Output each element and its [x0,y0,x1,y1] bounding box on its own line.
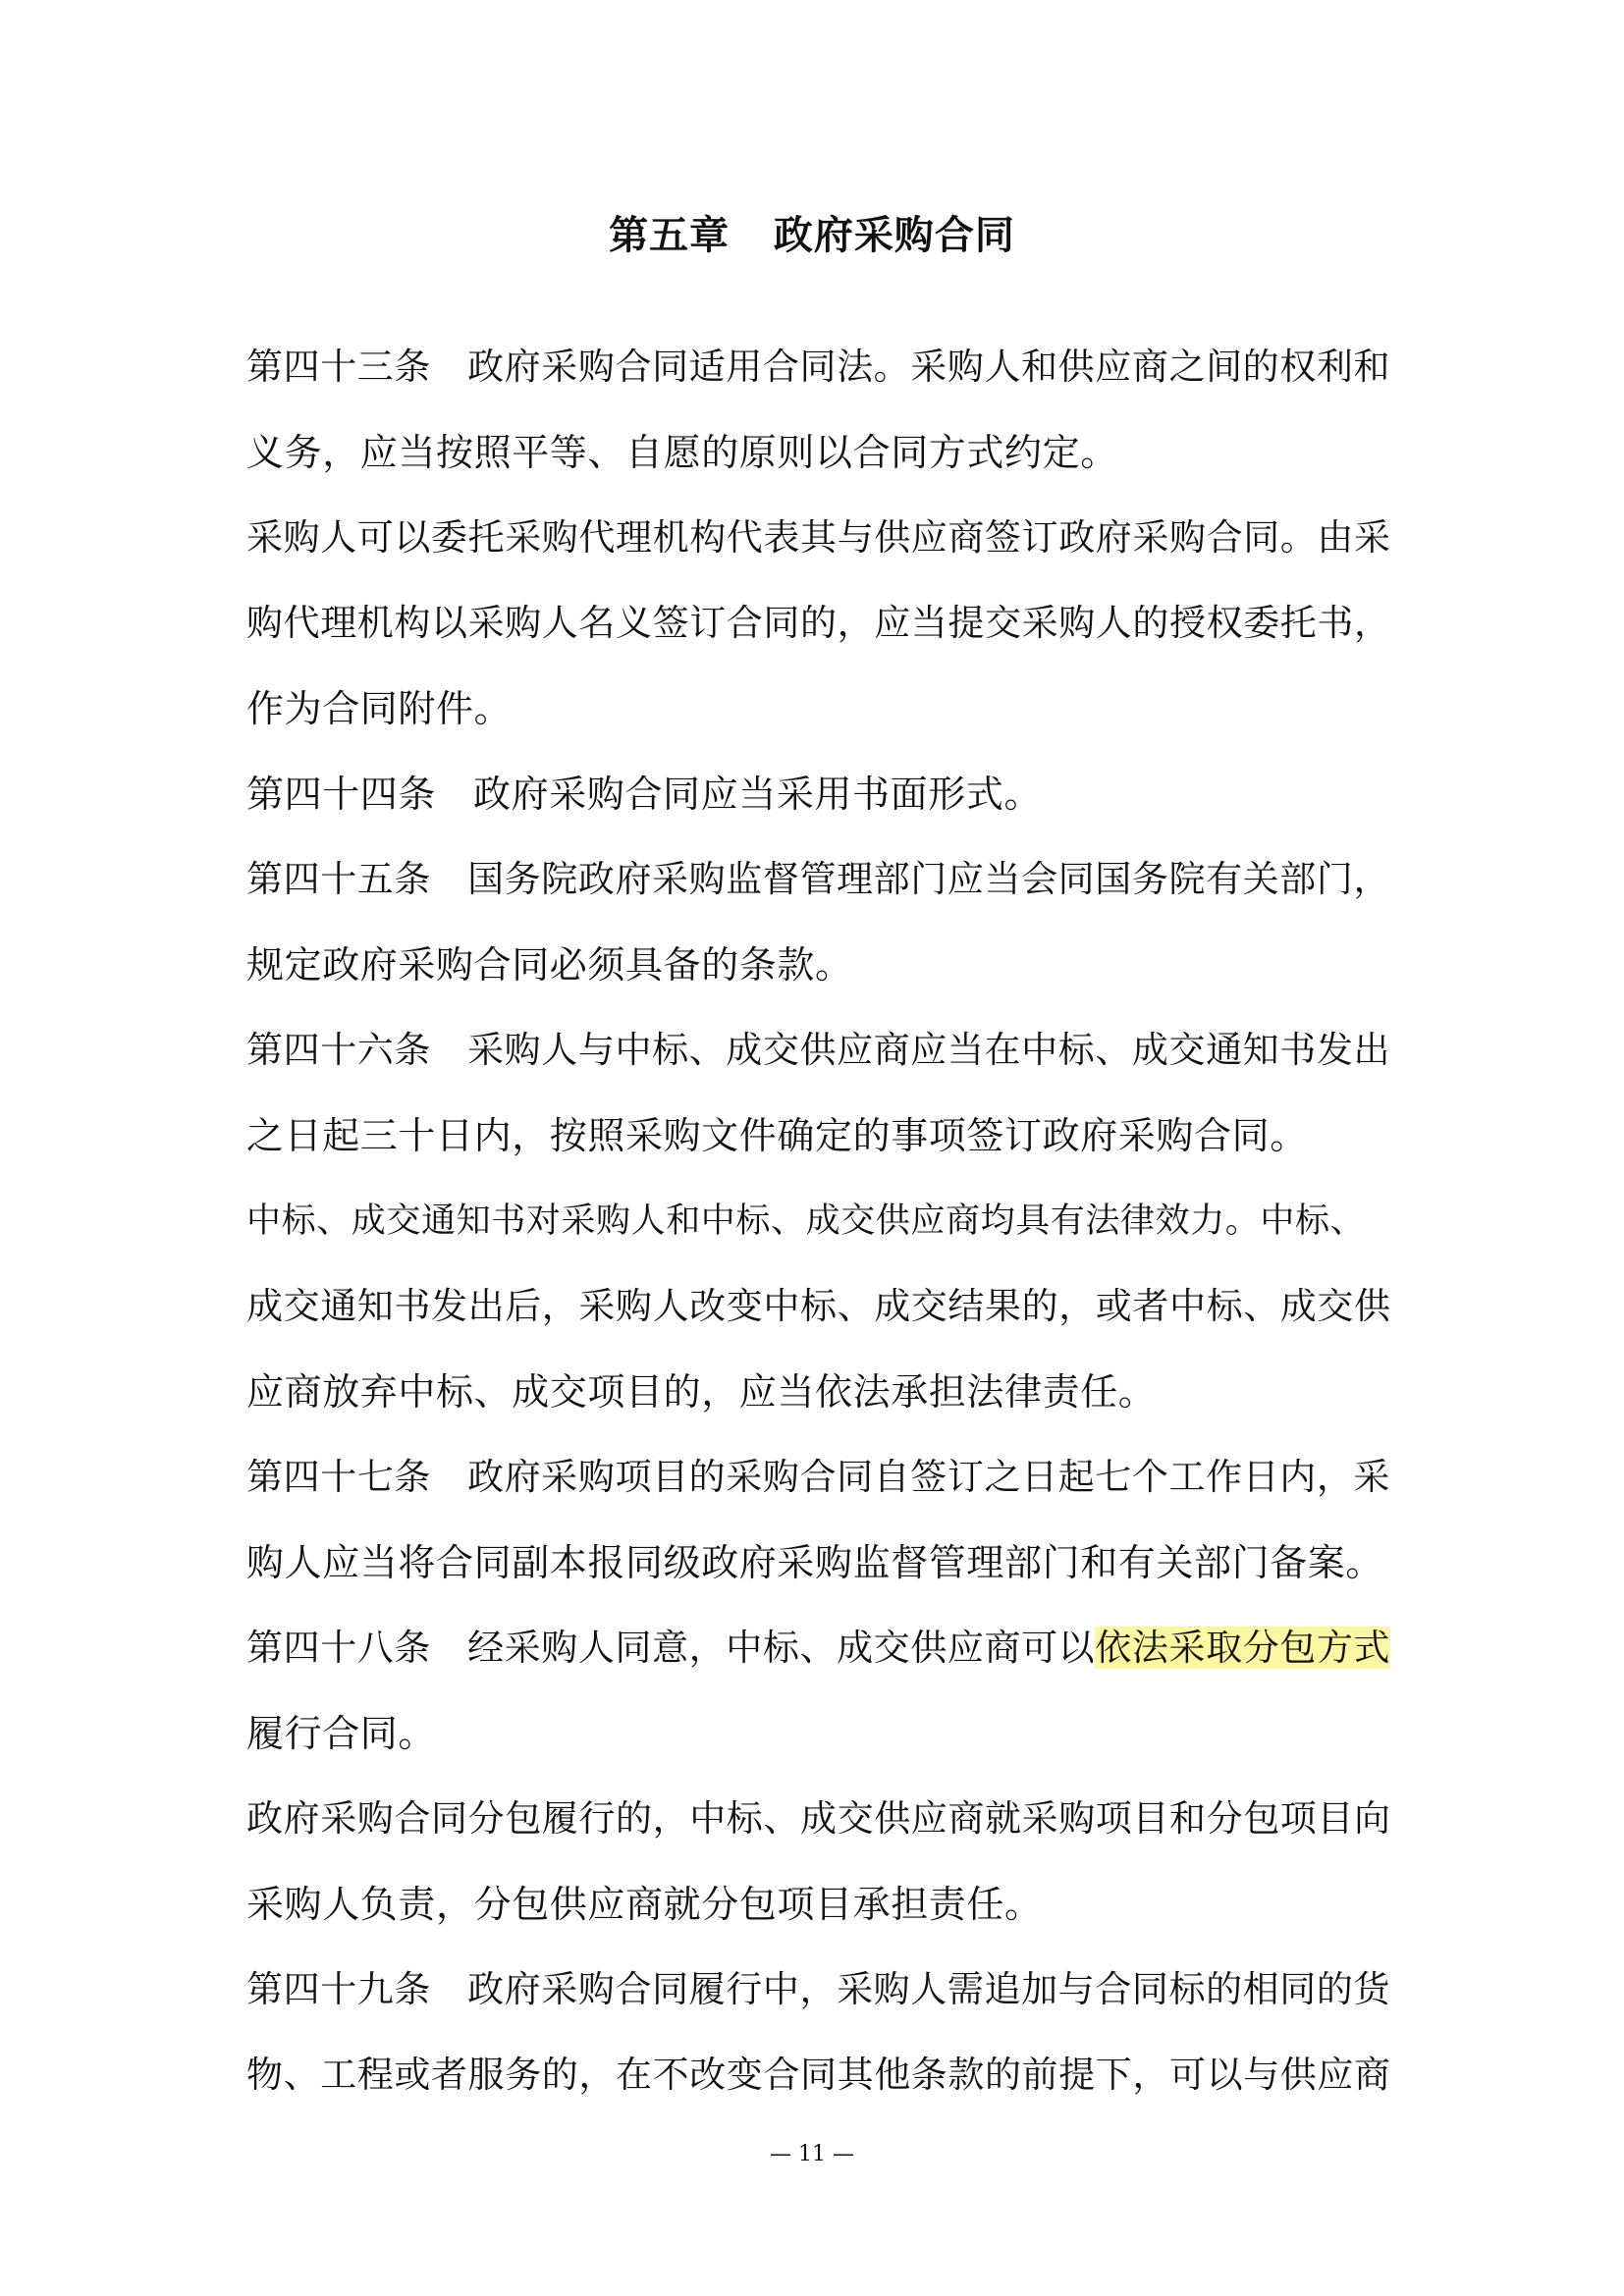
text-line-5: 作为合同附件。 [246,687,513,730]
text-line-11: 中标、成交通知书对采购人和中标、成交供应商均具有法律效力。中标、 [246,1201,1366,1241]
text-line-10: 之日起三十日内，按照采购文件确定的事项签订政府采购合同。 [246,1114,1308,1157]
text-line-19: 采购人负责，分包供应商就分包项目承担责任。 [246,1883,1043,1926]
text-line-13: 应商放弃中标、成交项目的，应当依法承担法律责任。 [246,1370,1157,1414]
text-line-16 [246,1621,1390,1676]
text-line-4: 购代理机构以采购人名义签订合同的，应当提交采购人的授权委托书， [246,602,1391,644]
text-line-12: 成交通知书发出后，采购人改变中标、成交结果的，或者中标、成交供 [246,1285,1391,1327]
text-line-20: 第四十九条 政府采购合同履行中，采购人需追加与合同标的相同的货 [246,1968,1391,2010]
chapter-title: 第五章 政府采购合同 [609,213,1015,258]
text-line-21: 物、工程或者服务的，在不改变合同其他条款的前提下，可以与供应商 [246,2054,1391,2096]
text-line-17: 履行合同。 [246,1712,437,1755]
text-line-1: 第四十三条 政府采购合同适用合同法。采购人和供应商之间的权利和 [246,346,1391,388]
text-line-7: 第四十五条 国务院政府采购监督管理部门应当会同国务院有关部门， [246,858,1391,900]
text-line-3: 采购人可以委托采购代理机构代表其与供应商签订政府采购合同。由采 [246,516,1391,559]
text-line-9: 第四十六条 采购人与中标、成交供应商应当在中标、成交通知书发出 [246,1029,1391,1071]
text-line-15: 购人应当将合同副本报同级政府采购监督管理部门和有关部门备案。 [246,1541,1384,1584]
text-line-16-plain: 第四十八条 经采购人同意，中标、成交供应商可以 [246,1627,1096,1669]
text-line-6: 第四十四条 政府采购合同应当采用书面形式。 [246,773,1043,816]
highlighted-text: 依法采取分包方式 [1095,1627,1391,1669]
text-line-18: 政府采购合同分包履行的，中标、成交供应商就采购项目和分包项目向 [246,1797,1391,1840]
text-line-2: 义务，应当按照平等、自愿的原则以合同方式约定。 [246,431,1118,474]
page-number: — 11 — [770,2142,854,2166]
text-line-8: 规定政府采购合同必须具备的条款。 [246,943,853,987]
text-line-14: 第四十七条 政府采购项目的采购合同自签订之日起七个工作日内，采 [246,1456,1391,1498]
